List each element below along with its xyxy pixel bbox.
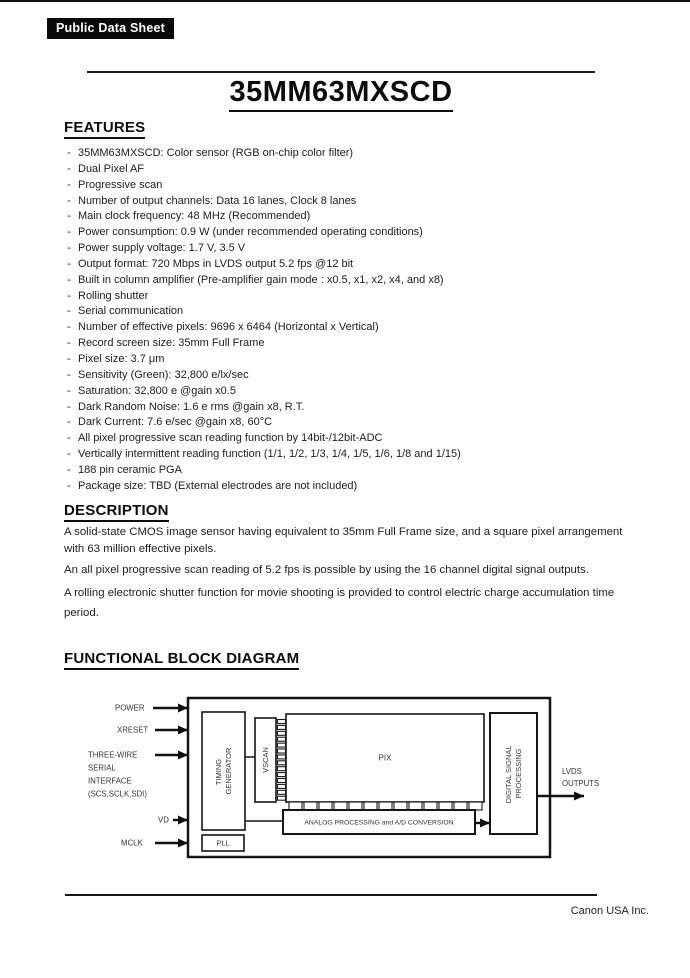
title-top-rule	[87, 71, 595, 73]
feature-text: Saturation: 32,800 e @gain x0.5	[78, 384, 236, 397]
description-heading: DESCRIPTION	[64, 502, 169, 522]
feature-text: Number of output channels: Data 16 lanes, Clock 8 lanes	[78, 194, 357, 207]
feature-text: Dark Random Noise: 1.6 e rms @gain x8, R.T.	[78, 400, 305, 413]
pll-label: PLL	[216, 838, 230, 848]
feature-item	[67, 463, 642, 479]
feature-text: Dark Current: 7.6 e/sec @gain x8, 60°C	[78, 416, 273, 429]
bullet-dash: -	[67, 162, 71, 175]
input-label-xreset: XRESET	[117, 725, 149, 735]
feature-item	[67, 146, 642, 162]
feature-item	[67, 225, 642, 241]
features-list	[67, 146, 642, 495]
bullet-dash: -	[67, 432, 71, 445]
bullet-dash: -	[67, 178, 71, 191]
feature-item	[67, 209, 642, 225]
bullet-dash: -	[67, 210, 71, 223]
feature-text: Power supply voltage: 1.7 V, 3.5 V	[78, 242, 246, 255]
feature-text: 188 pin ceramic PGA	[78, 463, 182, 476]
input-label-power: POWER	[115, 703, 145, 713]
feature-text: Output format: 720 Mbps in LVDS output 5.2 fps @12 bit	[78, 257, 354, 270]
footer-rule	[65, 894, 597, 896]
footer-company: Canon USA Inc.	[570, 905, 649, 917]
description-paragraph: A solid-state CMOS image sensor having equivalent to 35mm Full Frame size, and a square pixel arrangement with 63 million effective pixels.	[64, 526, 623, 555]
bullet-dash: -	[67, 400, 71, 413]
bullet-dash: -	[67, 257, 71, 270]
dsp-label: DIGITAL SIGNAL PROCESSING	[504, 745, 523, 804]
vscan-pix-comb	[278, 720, 286, 801]
feature-item	[67, 479, 642, 495]
feature-item	[67, 336, 642, 352]
feature-item	[67, 400, 642, 416]
feature-item	[67, 241, 642, 257]
feature-text: Rolling shutter	[78, 289, 149, 302]
output-label-lvds: LVDS OUTPUTS	[562, 767, 600, 788]
feature-item	[67, 431, 642, 447]
feature-text: Dual Pixel AF	[78, 162, 145, 175]
feature-item	[67, 162, 642, 178]
feature-text: Pixel size: 3.7 μm	[78, 352, 165, 365]
feature-item	[67, 384, 642, 400]
block-diagram-heading: FUNCTIONAL BLOCK DIAGRAM	[64, 650, 299, 670]
page-top-border	[0, 0, 690, 2]
description-paragraph: A rolling electronic shutter function for movie shooting is provided to control electric charge accumulation time period.	[64, 586, 615, 619]
bullet-dash: -	[67, 147, 71, 159]
bullet-dash: -	[67, 337, 71, 350]
input-label-threewire: THREE-WIRE SERIAL INTERFACE (SCS,SCLK,SDI)	[88, 750, 147, 799]
feature-item	[67, 178, 642, 194]
feature-item	[67, 352, 642, 368]
feature-text: Power consumption: 0.9 W (under recommended operating conditions)	[78, 226, 423, 239]
input-label-mclk: MCLK	[121, 838, 143, 848]
feature-item	[67, 447, 642, 463]
feature-text: Serial communication	[78, 305, 184, 318]
bullet-dash: -	[67, 305, 71, 318]
feature-item	[67, 194, 642, 210]
feature-text: Progressive scan	[78, 178, 163, 191]
feature-item	[67, 289, 642, 305]
page-title-text: 35MM63MXSCD	[229, 76, 452, 112]
pix-label: PIX	[378, 753, 392, 763]
feature-text: Vertically intermittent reading function (1/1, 1/2, 1/3, 1/4, 1/5, 1/6, 1/8 and 1/15)	[78, 448, 461, 461]
bullet-dash: -	[67, 352, 71, 365]
bullet-dash: -	[67, 289, 71, 302]
bullet-dash: -	[67, 448, 71, 461]
description-body	[64, 524, 636, 627]
feature-text: All pixel progressive scan reading function by 14bit-/12bit-ADC	[78, 432, 383, 445]
feature-text: Main clock frequency: 48 MHz (Recommended)	[78, 210, 311, 223]
feature-item	[67, 257, 642, 273]
features-heading: FEATURES	[64, 119, 145, 139]
feature-text: Built in column amplifier (Pre-amplifier gain mode : x0.5, x1, x2, x4, and x8)	[78, 273, 444, 286]
bullet-dash: -	[67, 194, 71, 207]
feature-item	[67, 304, 642, 320]
bullet-dash: -	[67, 321, 71, 334]
feature-text: Sensitivity (Green): 32,800 e/lx/sec	[78, 368, 249, 381]
bullet-dash: -	[67, 273, 71, 286]
bullet-dash: -	[67, 463, 71, 476]
bullet-dash: -	[67, 368, 71, 381]
input-label-vd: VD	[158, 815, 169, 825]
description-paragraph: An all pixel progressive scan reading of 5.2 fps is possible by using the 16 channel digital signal outputs.	[64, 563, 589, 576]
feature-text: 35MM63MXSCD: Color sensor (RGB on-chip color filter)	[78, 147, 354, 159]
feature-item	[67, 273, 642, 289]
public-data-sheet-badge: Public Data Sheet	[47, 18, 174, 39]
bullet-dash: -	[67, 416, 71, 429]
feature-text: Package size: TBD (External electrodes are not included)	[78, 479, 358, 492]
feature-item	[67, 368, 642, 384]
feature-text: Record screen size: 35mm Full Frame	[78, 337, 265, 350]
feature-item	[67, 415, 642, 431]
page-title	[87, 76, 595, 112]
vscan-label: VSCAN	[261, 747, 270, 773]
bullet-dash: -	[67, 242, 71, 255]
bullet-dash: -	[67, 384, 71, 397]
analog-processing-label: ANALOG PROCESSING and A/D CONVERSION	[304, 819, 454, 827]
feature-item	[67, 320, 642, 336]
feature-text: Number of effective pixels: 9696 x 6464 (Horizontal x Vertical)	[78, 321, 379, 334]
functional-block-diagram	[60, 690, 620, 875]
bullet-dash: -	[67, 479, 71, 492]
bullet-dash: -	[67, 226, 71, 239]
timing-generator-label: TIMING GENERATOR	[214, 747, 233, 795]
pix-analog-comb	[289, 802, 482, 810]
